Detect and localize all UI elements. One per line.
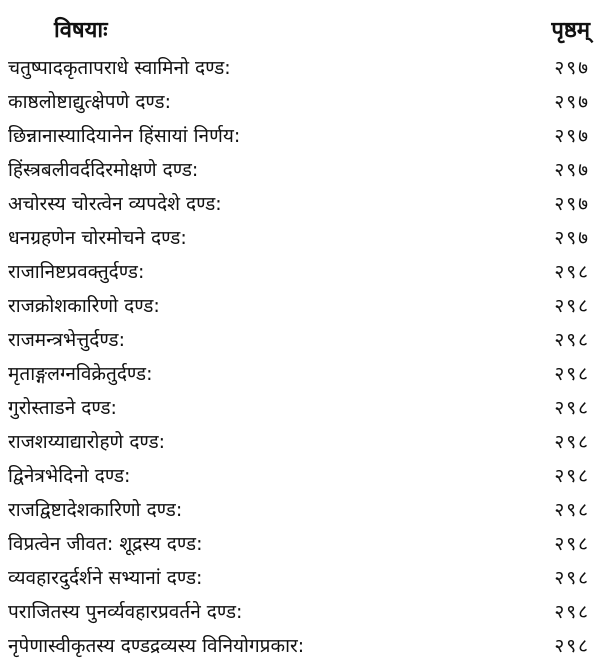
row-subject: व्यवहारदुर्दर्शने सभ्यानां दण्ड: xyxy=(8,567,203,589)
row-subject: चतुष्पादकृतापराधे स्वामिनो दण्ड: xyxy=(8,57,231,79)
row-page-number: २९८ xyxy=(554,397,590,419)
row-page-number: २९८ xyxy=(554,295,590,317)
table-header xyxy=(0,8,600,48)
row-page-number: २९७ xyxy=(554,57,590,79)
index-row xyxy=(0,558,600,592)
index-row xyxy=(0,218,600,252)
row-page-number: २९७ xyxy=(554,125,590,147)
row-page-number: २९७ xyxy=(554,91,590,113)
index-row xyxy=(0,592,600,626)
index-row xyxy=(0,354,600,388)
row-subject: छिन्नानास्यादियानेन हिंसायां निर्णय: xyxy=(8,125,241,147)
index-row xyxy=(0,626,600,660)
row-subject: पराजितस्य पुनर्व्यवहारप्रवर्तने दण्ड: xyxy=(8,601,243,623)
row-subject: मृताङ्गलग्नविक्रेतुर्दण्ड: xyxy=(8,363,153,385)
row-subject: गुरोस्ताडने दण्ड: xyxy=(8,397,117,419)
row-subject: राजद्विष्टादेशकारिणो दण्ड: xyxy=(8,499,183,521)
row-subject: अचोरस्य चोरत्वेन व्यपदेशे दण्ड: xyxy=(8,193,222,215)
index-row xyxy=(0,456,600,490)
index-list xyxy=(0,48,600,660)
row-page-number: २९७ xyxy=(554,159,590,181)
row-subject: नृपेणास्वीकृतस्य दण्डद्रव्यस्य विनियोगप्रकार: xyxy=(8,635,305,657)
row-subject: विप्रत्वेन जीवत: शूद्रस्य दण्ड: xyxy=(8,533,203,555)
index-row xyxy=(0,422,600,456)
row-subject: हिंस्त्रबलीवर्ददिरमोक्षणे दण्ड: xyxy=(8,159,199,181)
index-row xyxy=(0,490,600,524)
row-page-number: २९७ xyxy=(554,193,590,215)
index-row xyxy=(0,286,600,320)
index-row xyxy=(0,150,600,184)
row-page-number: २९८ xyxy=(554,567,590,589)
index-row xyxy=(0,82,600,116)
row-page-number: २९७ xyxy=(554,227,590,249)
row-page-number: २९८ xyxy=(554,499,590,521)
index-row xyxy=(0,524,600,558)
index-row xyxy=(0,252,600,286)
row-subject: राजमन्त्रभेत्तुर्दण्ड: xyxy=(8,329,125,351)
row-page-number: २९८ xyxy=(554,363,590,385)
row-page-number: २९८ xyxy=(554,635,590,657)
index-row xyxy=(0,184,600,218)
row-page-number: २९८ xyxy=(554,261,590,283)
row-subject: द्विनेत्रभेदिनो दण्ड: xyxy=(8,465,131,487)
row-page-number: २९८ xyxy=(554,533,590,555)
row-subject: राजशय्याद्यारोहणे दण्ड: xyxy=(8,431,166,453)
index-row xyxy=(0,48,600,82)
row-page-number: २९८ xyxy=(554,431,590,453)
row-subject: राजक्रोशकारिणो दण्ड: xyxy=(8,295,160,317)
row-page-number: २९८ xyxy=(554,601,590,623)
row-subject: राजानिष्टप्रवक्तुर्दण्ड: xyxy=(8,261,145,283)
index-row xyxy=(0,116,600,150)
row-subject: धनग्रहणेन चोरमोचने दण्ड: xyxy=(8,227,187,249)
index-row xyxy=(0,320,600,354)
row-page-number: २९८ xyxy=(554,329,590,351)
page-column-header: पृष्ठम् xyxy=(551,18,590,43)
subject-column-header: विषयाः xyxy=(54,18,108,43)
index-row xyxy=(0,388,600,422)
row-subject: काष्ठलोष्टाद्युत्क्षेपणे दण्ड: xyxy=(8,91,171,113)
row-page-number: २९८ xyxy=(554,465,590,487)
